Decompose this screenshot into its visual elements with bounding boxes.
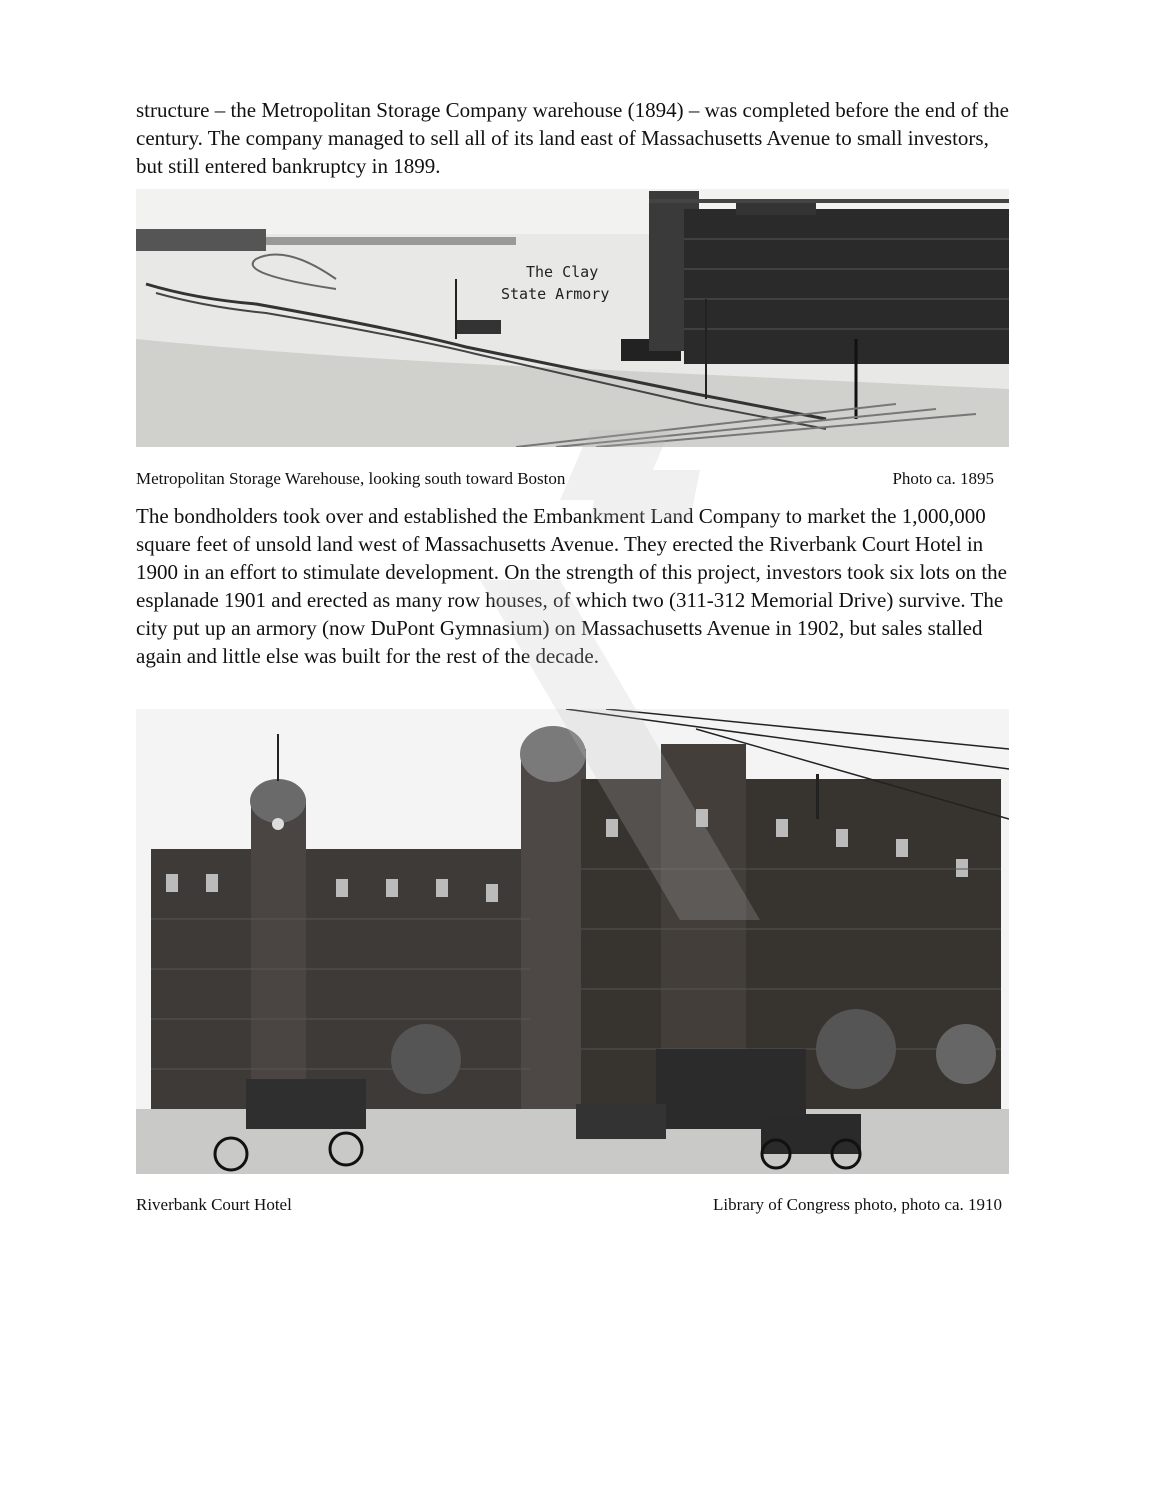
handwriting-line2: State Armory (501, 285, 610, 303)
intro-paragraph: structure – the Metropolitan Storage Company warehouse (1894) – was completed before the end of the century. The company managed to sell all of its land east of Massachusetts Avenue to small investors, but still entered bankruptcy in 1899. (136, 98, 1009, 178)
body-paragraph: The bondholders took over and established the Embankment Land Company to market the 1,000,000 square feet of unsold land west of Massachusetts Avenue. They erected the Riverbank Court Hotel in 1900 in an effort to stimulate development. On the strength of this project, investors took six lots on the esplanade 1901 and erected as many row houses, of which two (311-312 Memorial Drive) survive. The city put up an armory (now DuPont Gymnasium) on Massachusetts Avenue in 1902, but sales stalled again and little else was built for the rest of the decade. (136, 504, 1007, 668)
hotel-caption (136, 1194, 1002, 1216)
warehouse-caption (136, 468, 1002, 490)
warehouse-photo-image (136, 189, 1009, 447)
hotel-caption-right: Library of Congress photo, photo ca. 1910 (713, 1195, 1002, 1214)
warehouse-caption-right: Photo ca. 1895 (892, 469, 994, 488)
handwriting-line1: The Clay (526, 263, 599, 281)
hotel-photo (136, 709, 1009, 1174)
hotel-caption-left: Riverbank Court Hotel (136, 1195, 292, 1214)
hotel-photo-image (136, 709, 1009, 1174)
warehouse-photo (136, 189, 1009, 447)
warehouse-caption-left: Metropolitan Storage Warehouse, looking south toward Boston (136, 469, 566, 488)
